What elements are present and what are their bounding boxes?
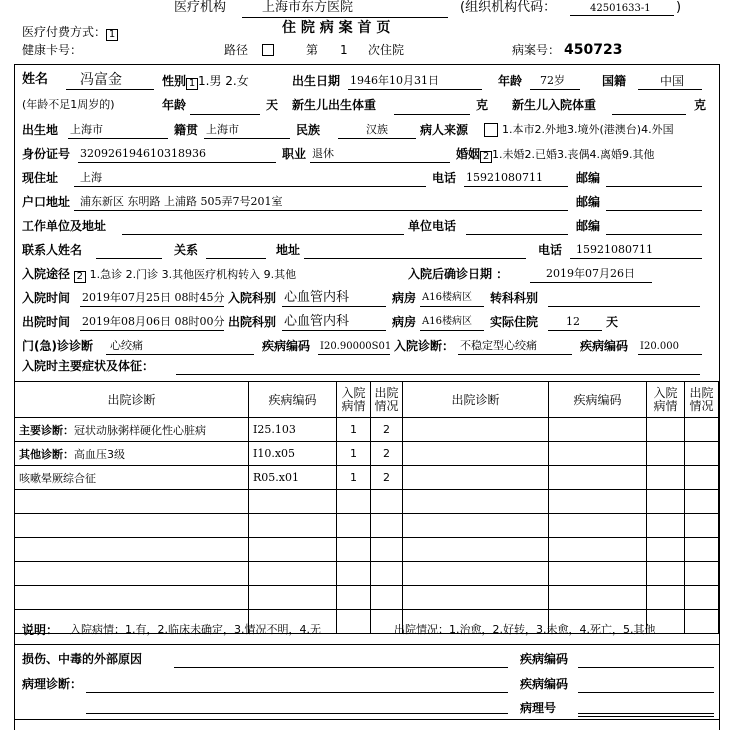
admit-time: 2019年07月25日 08时45分 [82,291,225,304]
pathology-code-label: 疾病编码 [520,677,569,691]
note-label: 说明： [22,623,59,637]
record-no: 450723 [564,42,623,58]
visit-prefix: 第 [306,43,319,57]
diag-admit-cell [337,490,371,514]
empty-cell [685,490,719,514]
stay-unit: 天 [606,315,619,329]
marriage-field: 婚姻 2 1.未婚2.已婚3.丧偶4.离婚9.其他 [456,147,655,162]
address-label: 现住址 [22,171,59,185]
admit-time-label: 入院时间 [22,291,71,305]
diag-code-cell: I10.x05 [249,442,337,466]
symptoms-label: 入院时主要症状及体征： [22,359,155,373]
empty-cell [647,490,685,514]
birthplace-label: 出生地 [22,123,59,137]
diag-cell [15,442,249,466]
native-place: 上海市 [206,123,239,136]
outpatient-diag-label: 门(急)诊诊断 [22,339,93,353]
diag-admit-cell [337,562,371,586]
diag-cell [15,562,249,586]
contact-phone: 15921080711 [576,243,653,256]
table-row [15,538,719,562]
diag-name: 咳嗽晕厥综合征 [19,471,96,485]
contact-label: 联系人姓名 [22,243,83,257]
empty-cell [685,586,719,610]
empty-cell [549,490,647,514]
id-number: 320926194610318936 [80,147,206,160]
day-unit: 天 [266,98,279,112]
payment-box[interactable]: 1 [106,29,118,41]
confirm-date: 2019年07月26日 [546,267,635,280]
discharge-dept: 心血管内科 [284,314,350,329]
empty-cell [647,538,685,562]
diag-out-cell [371,538,403,562]
diag-admit-cell [337,538,371,562]
diag-code-cell [249,538,337,562]
diag-out-cell: 2 [371,442,403,466]
diag-out-cell: 2 [371,466,403,490]
relation-label: 关系 [174,243,199,257]
col-header: 出院诊断 [403,382,549,418]
empty-cell [685,418,719,442]
org-name: 上海市东方医院 [262,0,354,15]
col-header: 出院情况 [685,382,719,418]
diag-admit-cell [337,586,371,610]
work-phone-label: 单位电话 [408,219,457,233]
org-code: 42501633-1 [590,3,651,14]
discharge-ward: A16楼病区 [422,316,472,327]
diag-type-label: 其他诊断： [19,447,74,461]
diag-cell [15,538,249,562]
diag-out-cell [371,514,403,538]
diag-cell [15,514,249,538]
empty-cell [403,538,549,562]
diag-admit-cell [337,610,371,634]
empty-cell [403,490,549,514]
hukou-address: 浦东新区 东明路 上浦路 505弄7号201室 [80,195,283,208]
source-options: 1.本市2.外地3.境外(港澳台)4.外国 [502,123,674,136]
zip-label: 邮编 [576,171,601,185]
empty-cell [685,610,719,634]
diag-type-label: 主要诊断： [19,423,74,437]
diag-code-cell: I25.103 [249,418,337,442]
native-label: 籍贯 [174,123,199,137]
stay-label: 实际住院 [490,315,539,329]
record-no-label: 病案号： [512,43,561,57]
empty-cell [685,442,719,466]
ethnicity-label: 民族 [296,123,321,137]
gender-box[interactable]: 1 [186,78,198,90]
admit-diag-label: 入院诊断： [394,339,455,353]
age-label: 年龄 [498,74,523,88]
marriage-box[interactable]: 2 [480,151,492,163]
pathology-no-label: 病理号 [520,701,557,715]
newborn-admit-weight-label: 新生儿入院体重 [512,98,597,112]
pathway-label: 路径 [224,43,249,57]
phone-label: 电话 [432,171,457,185]
stay-days: 12 [566,315,580,328]
empty-cell [647,418,685,442]
address: 上海 [80,171,102,184]
injury-code-label: 疾病编码 [520,652,569,666]
nationality-label: 国籍 [602,74,627,88]
source-label: 病人来源 [420,123,469,137]
ward-label-2: 病房 [392,315,417,329]
col-header: 入院病情 [647,382,685,418]
empty-cell [549,562,647,586]
contact-address-label: 地址 [276,243,301,257]
pathology-label: 病理诊断： [22,677,83,691]
discharge-dept-label: 出院科别 [228,315,277,329]
visit-count: 1 [340,43,348,57]
table-row [15,466,719,490]
org-code-close: ) [676,0,682,15]
zip-label-2: 邮编 [576,195,601,209]
diag-code-cell [249,562,337,586]
zip-label-3: 邮编 [576,219,601,233]
empty-cell [647,466,685,490]
empty-cell [403,466,549,490]
diag-cell [15,418,249,442]
ethnicity: 汉族 [366,123,388,136]
code-label: 疾病编码 [262,339,311,353]
diag-out-cell [371,562,403,586]
table-row [15,442,719,466]
admit-dept-label: 入院科别 [228,291,277,305]
org-label: 医疗机构 [174,0,227,15]
empty-cell [549,442,647,466]
org-code-label: (组织机构代码： [460,0,557,15]
diag-admit-cell: 1 [337,418,371,442]
route-field: 入院途径 2 1.急诊 2.门诊 3.其他医疗机构转入 9.其他 [22,267,297,282]
table-row [15,418,719,442]
empty-cell [403,442,549,466]
nationality: 中国 [660,74,685,88]
empty-cell [549,466,647,490]
empty-cell [647,442,685,466]
id-label: 身份证号 [22,147,71,161]
table-row [15,490,719,514]
admit-dept: 心血管内科 [284,290,350,305]
diag-out-cell [371,586,403,610]
table-row [15,514,719,538]
name-label: 姓名 [22,72,49,87]
empty-cell [685,538,719,562]
diag-out-cell: 2 [371,418,403,442]
diag-code-cell [249,586,337,610]
table-header-row [15,382,719,418]
col-header: 出院情况 [371,382,403,418]
discharge-cond-note: 出院情况：1.治愈，2.好转，3.未愈，4.死亡，5.其他 [394,623,656,636]
visit-suffix: 次住院 [368,43,405,57]
hukou-label: 户口地址 [22,195,71,209]
occupation: 退休 [312,147,334,160]
empty-cell [403,418,549,442]
diag-code-cell [249,490,337,514]
col-header: 出院诊断 [15,382,249,418]
diag-cell [15,490,249,514]
admit-ward: A16楼病区 [422,292,472,303]
diag-cell [15,466,249,490]
gram-unit: 克 [476,98,489,112]
empty-cell [549,418,647,442]
diagnosis-table [14,381,719,634]
diag-out-cell [371,490,403,514]
col-header: 入院病情 [337,382,371,418]
source-checkbox[interactable] [484,123,498,137]
col-header: 疾病编码 [549,382,647,418]
diag-admit-cell: 1 [337,466,371,490]
diag-code-cell: R05.x01 [249,466,337,490]
page-title: 住 院 病 案 首 页 [282,20,391,36]
health-card-label: 健康卡号： [22,43,83,57]
empty-cell [647,562,685,586]
route-box[interactable]: 2 [74,271,86,283]
transfer-label: 转科科别 [490,291,539,305]
birth-label: 出生日期 [292,74,341,88]
empty-cell [647,586,685,610]
discharge-time: 2019年08月06日 08时00分 [82,315,225,328]
admit-cond-note: 入院病情：1.有，2.临床未确定，3.情况不明，4.无 [70,623,321,636]
phone: 15921080711 [466,171,543,184]
admit-code: I20.000 [640,341,679,352]
newborn-birth-weight-label: 新生儿出生体重 [292,98,377,112]
col-header: 疾病编码 [249,382,337,418]
diag-name: 冠状动脉粥样硬化性心脏病 [74,423,206,437]
empty-cell [685,562,719,586]
table-row [15,586,719,610]
empty-cell [403,514,549,538]
empty-cell [685,466,719,490]
payment-label: 医疗付费方式： 1 [22,24,118,41]
code-label-2: 疾病编码 [580,339,629,353]
pathway-checkbox[interactable] [262,44,274,56]
work-label: 工作单位及地址 [22,219,107,233]
patient-name: 冯富金 [80,72,122,88]
occupation-label: 职业 [282,147,307,161]
infant-age-label: 年龄 [162,98,187,112]
diag-cell [15,586,249,610]
confirm-date-label: 入院后确诊日期 ： [408,267,509,281]
outpatient-code: I20.90000S01 [320,341,392,352]
empty-cell [685,514,719,538]
birth-date: 1946年10月31日 [350,74,439,87]
empty-cell [549,586,647,610]
outpatient-diag: 心绞痛 [110,339,143,352]
injury-label: 损伤、中毒的外部原因 [22,652,143,666]
contact-phone-label: 电话 [538,243,563,257]
infant-note: (年龄不足1周岁的) [22,98,115,111]
ward-label: 病房 [392,291,417,305]
age-value: 72岁 [540,74,565,87]
admit-diag: 不稳定型心绞痛 [460,339,537,352]
empty-cell [549,538,647,562]
empty-cell [647,514,685,538]
birthplace: 上海市 [70,123,103,136]
diag-admit-cell: 1 [337,442,371,466]
table-row [15,562,719,586]
diag-code-cell [249,514,337,538]
gram-unit-2: 克 [694,98,707,112]
empty-cell [403,586,549,610]
discharge-time-label: 出院时间 [22,315,71,329]
diag-name: 高血压3级 [74,447,125,461]
diag-admit-cell [337,514,371,538]
gender-field: 性别 1 1.男 2.女 [162,74,249,89]
empty-cell [403,562,549,586]
empty-cell [549,514,647,538]
